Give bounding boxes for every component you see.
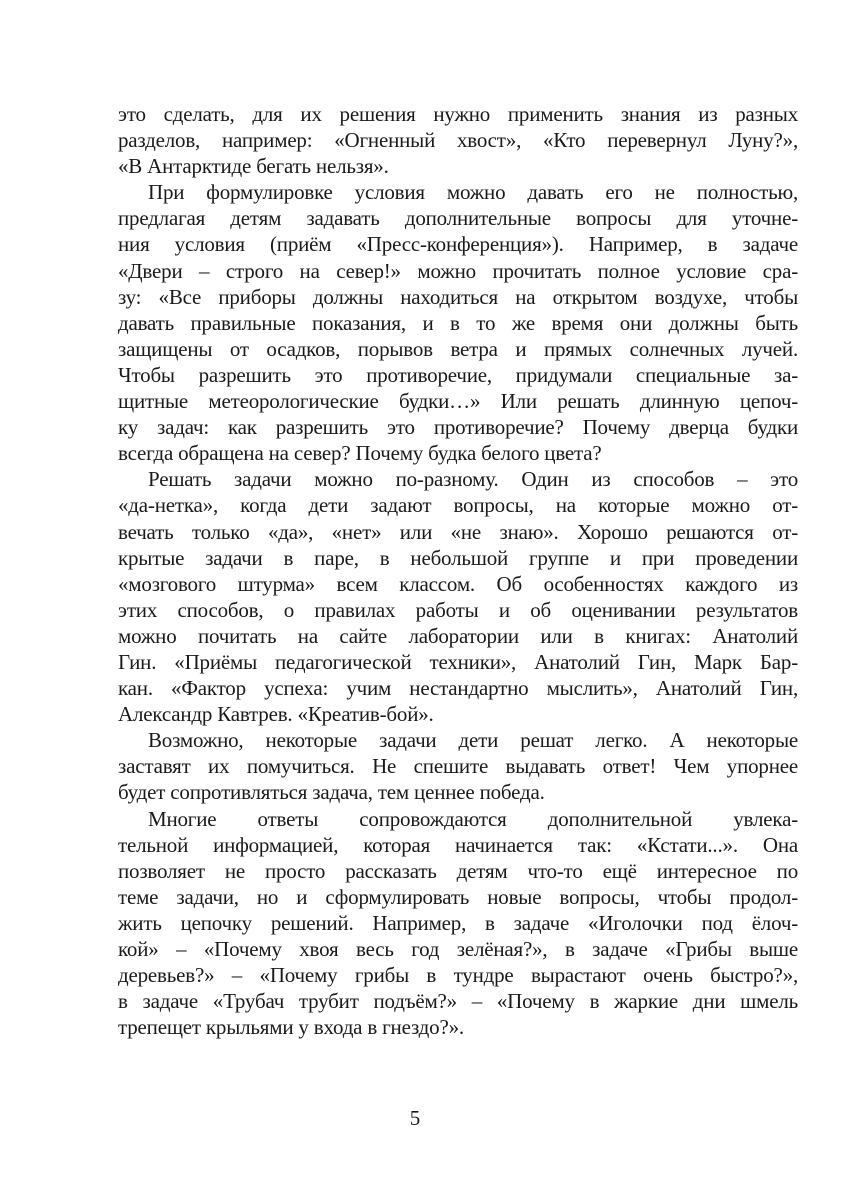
paragraph bbox=[118, 727, 798, 805]
text-line: теме задачи, но и сформулировать новые вопросы, чтобы продол- bbox=[118, 884, 798, 909]
text-line: кой» – «Почему хвоя весь год зелёная?», в задаче «Грибы выше bbox=[118, 937, 798, 961]
paragraph bbox=[118, 101, 798, 179]
paragraph bbox=[118, 806, 798, 1041]
text-line: Многие ответы сопровождаются дополнительной увлека- bbox=[148, 806, 798, 831]
text-line: Гин. «Приёмы педагогической техники», Анатолий Гин, Марк Бар- bbox=[118, 649, 798, 674]
text-line: Чтобы разрешить это противоречие, придумали специальные за- bbox=[118, 362, 798, 387]
text-line: защищены от осадков, порывов ветра и прямых солнечных лучей. bbox=[118, 336, 798, 361]
text-line: щитные метеорологические будки…» Или решать длинную цепоч- bbox=[118, 389, 798, 414]
text-line: «Двери – строго на север!» можно прочитать полное условие сра- bbox=[118, 258, 798, 283]
page-number: 5 bbox=[409, 1106, 421, 1130]
text-line: «да-нетка», когда дети задают вопросы, на которые можно от- bbox=[118, 493, 798, 518]
text-line: это сделать, для их решения нужно применить знания из разных bbox=[118, 102, 798, 126]
text-line: Александр Кавтрев. «Креатив-бой». bbox=[118, 702, 434, 727]
text-line: ния условия (приём «Пресс-конференция»). Например, в задаче bbox=[118, 232, 798, 257]
text-line: позволяет не просто рассказать детям что-то ещё интересное по bbox=[118, 858, 798, 883]
text-line: разделов, например: «Огненный хвост», «Кто перевернул Луну?», bbox=[118, 128, 798, 153]
text-line: вечать только «да», «нет» или «не знаю». Хорошо решаются от- bbox=[118, 519, 798, 544]
text-line: Возможно, некоторые задачи дети решат легко. А некоторые bbox=[148, 728, 798, 753]
text-line: жить цепочку решений. Например, в задаче «Иголочки под ёлоч- bbox=[118, 910, 798, 935]
text-line: ку задач: как разрешить это противоречие? Почему дверца будки bbox=[118, 415, 798, 440]
paragraph bbox=[118, 466, 798, 727]
paragraph bbox=[118, 179, 798, 466]
text-line: будет сопротивляться задача, тем ценнее победа. bbox=[118, 780, 545, 805]
text-line: всегда обращена на север? Почему будка белого цвета? bbox=[118, 441, 602, 466]
body-text bbox=[118, 101, 798, 1040]
text-line: кан. «Фактор успеха: учим нестандартно мыслить», Анатолий Гин, bbox=[118, 676, 798, 701]
text-line: крытые задачи в паре, в небольшой группе и при проведении bbox=[118, 545, 798, 570]
text-line: давать правильные показания, и в то же время они должны быть bbox=[118, 310, 798, 335]
text-line: предлагая детям задавать дополнительные вопросы для уточне- bbox=[118, 206, 798, 231]
text-line: можно почитать на сайте лаборатории или в книгах: Анатолий bbox=[118, 623, 798, 648]
text-line: «мозгового штурма» всем классом. Об особенностях каждого из bbox=[118, 571, 798, 596]
text-line: Решать задачи можно по-разному. Один из способов – это bbox=[148, 467, 798, 492]
text-line: в задаче «Трубач трубит подъём?» – «Почему в жаркие дни шмель bbox=[118, 989, 798, 1014]
text-line: этих способов, о правилах работы и об оценивании результатов bbox=[118, 597, 798, 622]
text-line: При формулировке условия можно давать его не полностью, bbox=[148, 180, 798, 205]
text-line: зу: «Все приборы должны находиться на открытом воздухе, чтобы bbox=[118, 284, 798, 309]
text-line: «В Антарктиде бегать нельзя». bbox=[118, 154, 389, 179]
text-line: тельной информацией, которая начинается так: «Кстати...». Она bbox=[118, 832, 798, 857]
text-line: трепещет крыльями у входа в гнездо?». bbox=[118, 1015, 464, 1040]
text-line: заставят их помучиться. Не спешите выдавать ответ! Чем упорнее bbox=[118, 754, 798, 779]
text-line: деревьев?» – «Почему грибы в тундре вырастают очень быстро?», bbox=[118, 963, 798, 988]
